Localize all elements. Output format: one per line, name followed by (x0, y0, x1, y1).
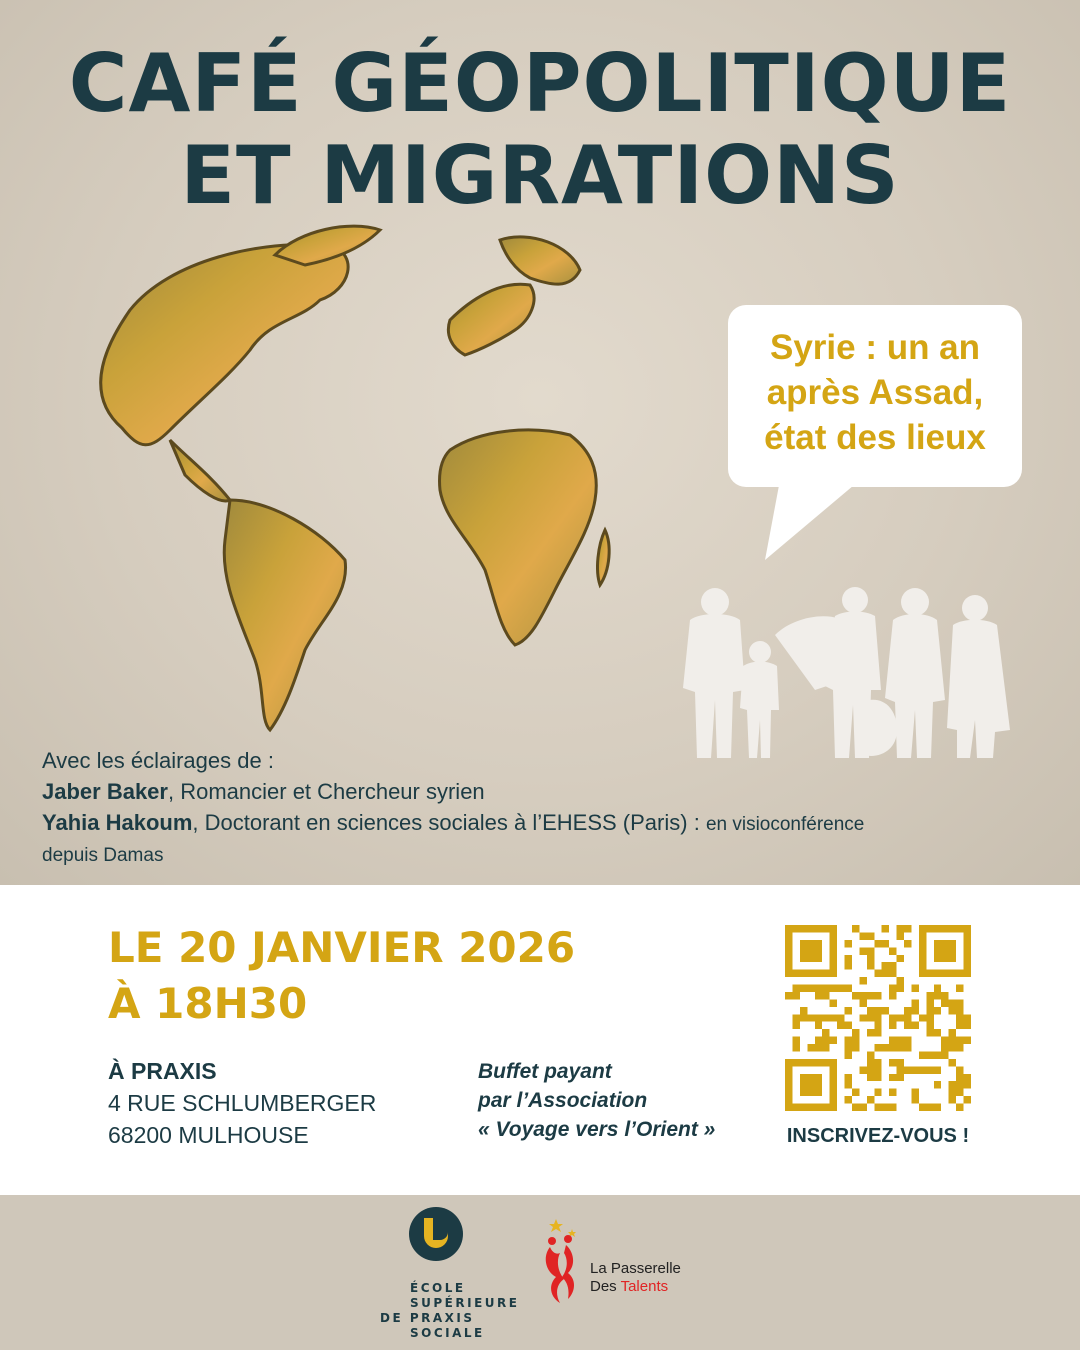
esps-logo-icon (409, 1207, 463, 1261)
globe-illustration (60, 200, 620, 760)
la-passerelle-logo (538, 1217, 738, 1307)
passerelle-figure-icon (538, 1217, 588, 1307)
title-line-1: CAFÉ GÉOPOLITIQUE (68, 37, 1012, 130)
buffet-note (478, 1057, 715, 1144)
bubble-line-1: Syrie : un an (769, 328, 981, 367)
buffet-line-2: par l’Association (478, 1089, 648, 1112)
register-cta[interactable]: INSCRIVEZ-VOUS ! (786, 1125, 970, 1147)
venue-address-1: 4 RUE SCHLUMBERGER (108, 1090, 377, 1116)
speaker-2-role: , Doctorant en sciences sociales à l’EHESS (Paris) : (192, 810, 700, 835)
venue-address-2: 68200 MULHOUSE (108, 1122, 309, 1148)
event-date-line-1: LE 20 JANVIER 2026 (108, 923, 576, 972)
speaker-2-name: Yahia Hakoum (42, 810, 193, 835)
speakers-intro: Avec les éclairages de : (42, 748, 274, 773)
speaker-1-name: Jaber Baker (42, 779, 168, 804)
esps-logo (380, 1207, 550, 1347)
footer-logos (0, 1195, 1080, 1350)
bubble-line-2: après Assad, (766, 373, 984, 412)
speaker-2-note-2: depuis Damas (42, 845, 164, 866)
speaker-1-role: , Romancier et Chercheur syrien (167, 779, 485, 804)
speakers-block (42, 745, 1042, 871)
speech-bubble-text (728, 325, 1022, 460)
speaker-2 (42, 807, 1042, 840)
buffet-line-1: Buffet payant (478, 1060, 612, 1083)
venue-name: À PRAXIS (108, 1058, 217, 1084)
speaker-1 (42, 776, 1042, 807)
la-passerelle-text: La Passerelle Des Talents (590, 1260, 681, 1295)
page-title (0, 38, 1080, 222)
bubble-line-3: état des lieux (764, 418, 986, 457)
event-time: À 18H30 (108, 979, 308, 1028)
buffet-line-3: « Voyage vers l’Orient » (478, 1118, 716, 1141)
venue-block (108, 1055, 376, 1151)
event-details-section (0, 885, 1080, 1195)
event-date (108, 920, 575, 1032)
speech-bubble-tail (760, 480, 870, 565)
speech-bubble (728, 305, 1022, 487)
esps-logo-text: ÉCOLE SUPÉRIEURE DE PRAXIS SOCIALE (380, 1281, 520, 1340)
qr-code[interactable] (785, 925, 971, 1111)
people-silhouette-icon (665, 580, 1015, 760)
speaker-2-note: en visioconférence (705, 814, 865, 835)
title-line-2: ET MIGRATIONS (180, 129, 900, 222)
